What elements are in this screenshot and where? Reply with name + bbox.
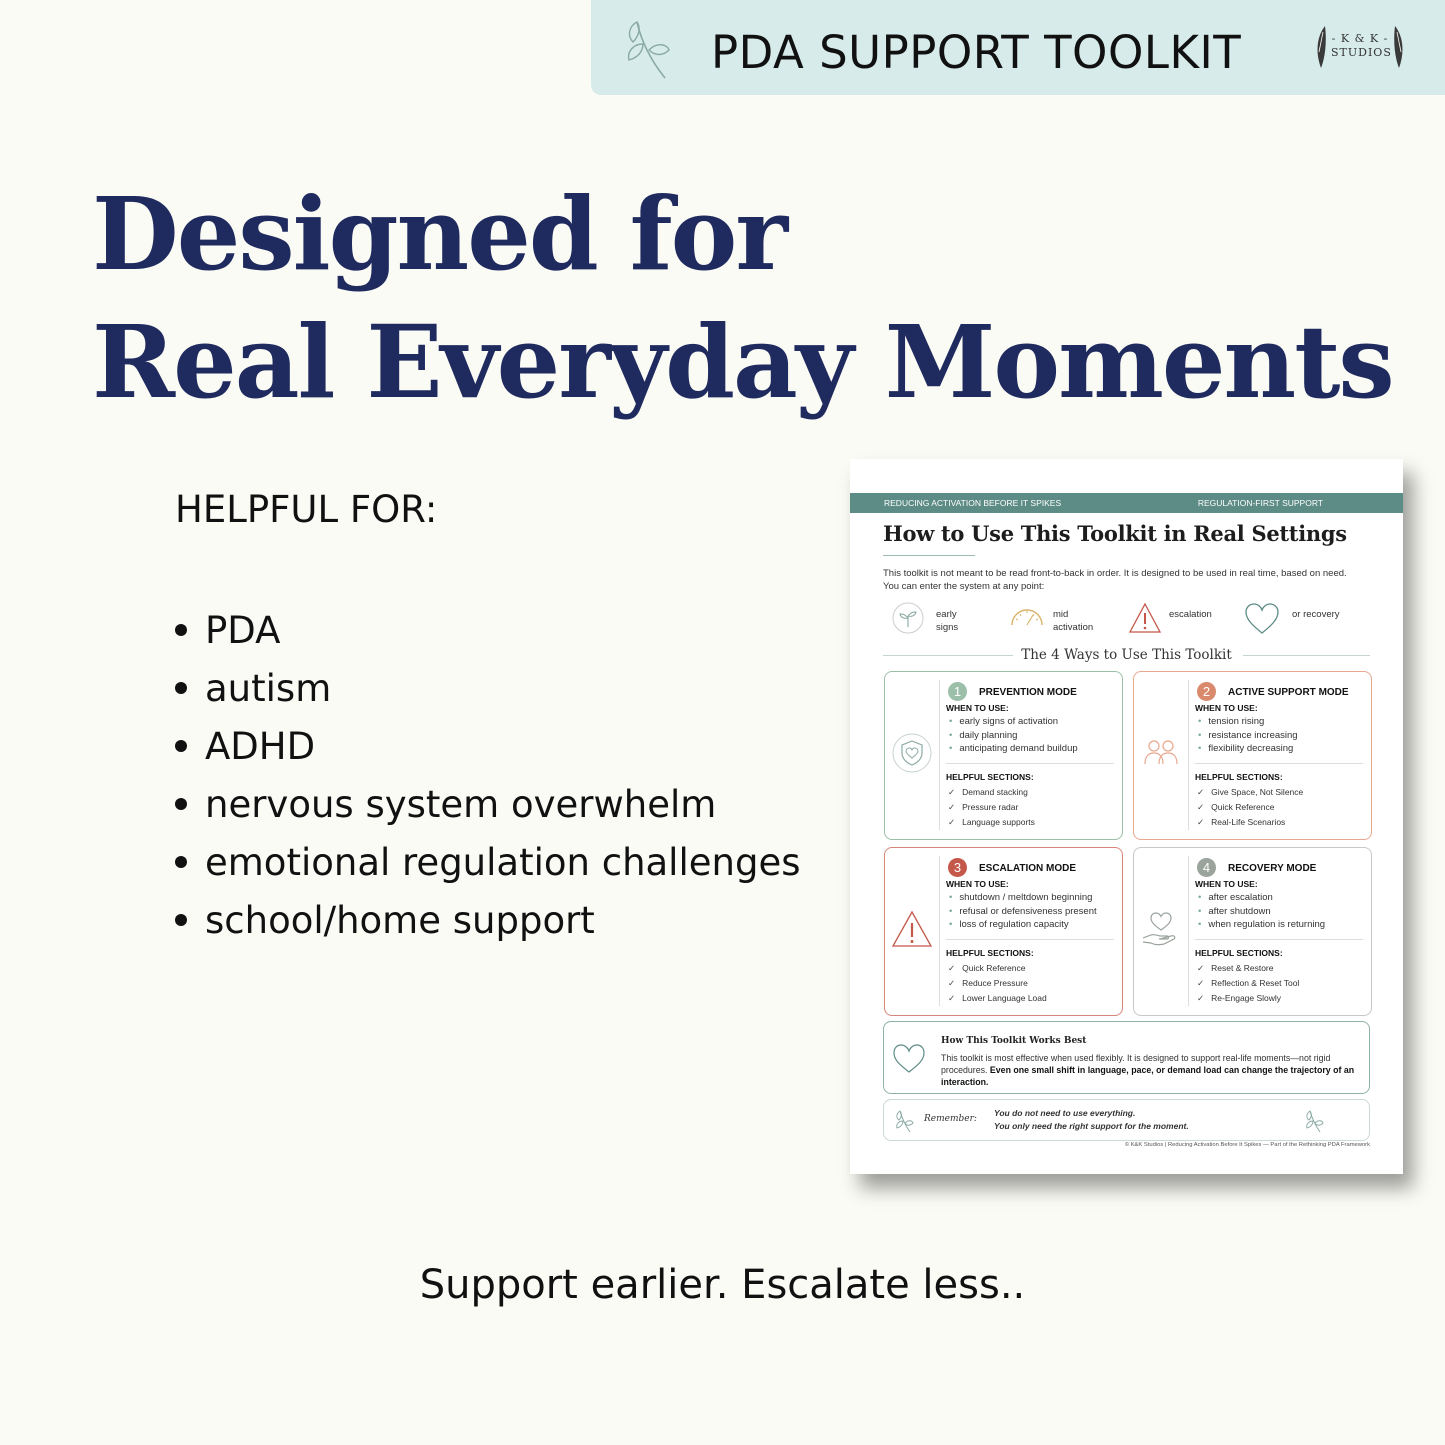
list-item: • resistance increasing [1195,729,1370,743]
bullet-icon [175,624,187,636]
remember-box [883,1099,1370,1141]
card-escalation-mode [884,847,1123,1016]
remember-message: You do not need to use everything. You only need the right support for the moment. [994,1108,1189,1131]
stage-label: escalation [1169,609,1212,620]
uses-list [1195,891,1370,932]
document-header-bar [850,493,1403,513]
bar-left-label: REDUCING ACTIVATION BEFORE IT SPIKES [884,498,1062,508]
ways-title: The 4 Ways to Use This Toolkit [1021,647,1232,663]
list-item: • tension rising [1195,715,1370,729]
list-item: • shutdown / meltdown beginning [946,891,1121,905]
sections-list [1195,961,1299,1006]
card-prevention-mode [884,671,1123,840]
list-item: • flexibility decreasing [1195,742,1370,756]
bar-right-label: REGULATION-FIRST SUPPORT [1197,498,1323,508]
when-label: WHEN TO USE: [946,879,1009,889]
bullet-icon [175,798,187,810]
list-item: • anticipating demand buildup [946,742,1121,756]
sections-list [946,961,1047,1006]
list-item: ADHD [175,718,801,776]
sections-list [946,785,1035,830]
bullet-icon [175,914,187,926]
bullet-icon [175,682,187,694]
stage-label: signs [936,622,959,633]
list-item: nervous system overwhelm [175,776,801,834]
warning-icon [1128,601,1162,635]
bullet-icon [175,740,187,752]
list-item: ✓ Reduce Pressure [946,976,1047,991]
list-item: • early signs of activation [946,715,1121,729]
works-best-text: This toolkit is most effective when used flexibly. It is designed to support real-life moments—not rigid procedures. Even one small shift in language, pace, or demand load can change the trajectory of an interaction. [941,1053,1355,1087]
helpful-sections-label: HELPFUL SECTIONS: [946,948,1034,958]
bullet-icon [175,856,187,868]
title-underline [883,555,975,556]
headline [92,170,1393,426]
list-item: autism [175,660,801,718]
remember-label: Remember: [924,1114,977,1124]
when-label: WHEN TO USE: [946,703,1009,713]
list-item: • after escalation [1195,891,1370,905]
shield-heart-icon [891,732,933,774]
people-icon [1140,732,1182,774]
uses-list [946,715,1121,756]
sections-list [1195,785,1303,830]
mode-title: RECOVERY MODE [1228,863,1317,874]
helpful-heading: HELPFUL FOR: [175,488,438,531]
logo-line2: STUDIOS [1331,46,1392,59]
list-item: ✓ Quick Reference [1195,800,1303,815]
headline-line2: Real Everyday Moments [92,303,1393,421]
heart-icon [892,1042,926,1076]
works-best-box [883,1021,1370,1094]
list-item: ✓ Lower Language Load [946,991,1047,1006]
works-best-heading: How This Toolkit Works Best [941,1036,1087,1046]
list-item: ✓ Pressure radar [946,800,1035,815]
mode-title: ACTIVE SUPPORT MODE [1228,687,1349,698]
brand-logo [1313,22,1407,76]
warning-icon [891,908,933,950]
stage-label: activation [1053,622,1094,633]
mode-number-badge: 4 [1197,858,1216,877]
card-active-support-mode [1133,671,1372,840]
helpful-sections-label: HELPFUL SECTIONS: [1195,948,1283,958]
list-item: ✓ Give Space, Not Silence [1195,785,1303,800]
logo-line1: - K & K - [1331,32,1389,45]
card-recovery-mode [1133,847,1372,1016]
headline-line1: Designed for [92,175,787,293]
mode-title: PREVENTION MODE [979,687,1077,698]
list-item: school/home support [175,892,801,950]
list-item: ✓ Re-Engage Slowly [1195,991,1299,1006]
list-item: • loss of regulation capacity [946,918,1121,932]
list-item: • daily planning [946,729,1121,743]
list-item: ✓ Reflection & Reset Tool [1195,976,1299,991]
helpful-sections-label: HELPFUL SECTIONS: [1195,772,1283,782]
tagline: Support earlier. Escalate less.. [419,1262,1026,1308]
when-label: WHEN TO USE: [1195,703,1258,713]
gauge-icon [1008,605,1046,629]
leaf-sprig-icon [894,1108,914,1134]
when-label: WHEN TO USE: [1195,879,1258,889]
mode-number-badge: 3 [948,858,967,877]
heart-icon [1244,601,1280,637]
banner-title: PDA SUPPORT TOOLKIT [711,26,1242,79]
list-item: ✓ Quick Reference [946,961,1047,976]
stage-label: early [936,609,957,620]
stage-label: or recovery [1292,609,1340,620]
helpful-sections-label: HELPFUL SECTIONS: [946,772,1034,782]
list-item: ✓ Reset & Restore [1195,961,1299,976]
header-banner [591,0,1445,95]
list-item: • when regulation is returning [1195,918,1370,932]
hand-heart-icon [1140,908,1182,950]
mode-number-badge: 2 [1197,682,1216,701]
list-item: ✓ Demand stacking [946,785,1035,800]
document-intro: This toolkit is not meant to be read front-to-back in order. It is designed to be used in real time, based on need. You can enter the system at any point: [883,568,1347,592]
uses-list [946,891,1121,932]
sprout-icon [892,601,924,635]
document-title: How to Use This Toolkit in Real Settings [883,521,1347,546]
list-item: ✓ Language supports [946,815,1035,830]
list-item: PDA [175,602,801,660]
leaf-sprig-icon [1304,1108,1324,1134]
document-preview [850,459,1403,1174]
helpful-list [175,602,801,950]
mode-number-badge: 1 [948,682,967,701]
list-item: • after shutdown [1195,905,1370,919]
list-item: • refusal or defensiveness present [946,905,1121,919]
list-item: ✓ Real-Life Scenarios [1195,815,1303,830]
leaf-sprig-icon [619,14,673,82]
stage-label: mid [1053,609,1069,620]
uses-list [1195,715,1370,756]
mode-title: ESCALATION MODE [979,863,1077,874]
list-item: emotional regulation challenges [175,834,801,892]
document-footer: © K&K Studios | Reducing Activation Before It Spikes — Part of the Rethinking PDA Framework [1124,1142,1370,1148]
